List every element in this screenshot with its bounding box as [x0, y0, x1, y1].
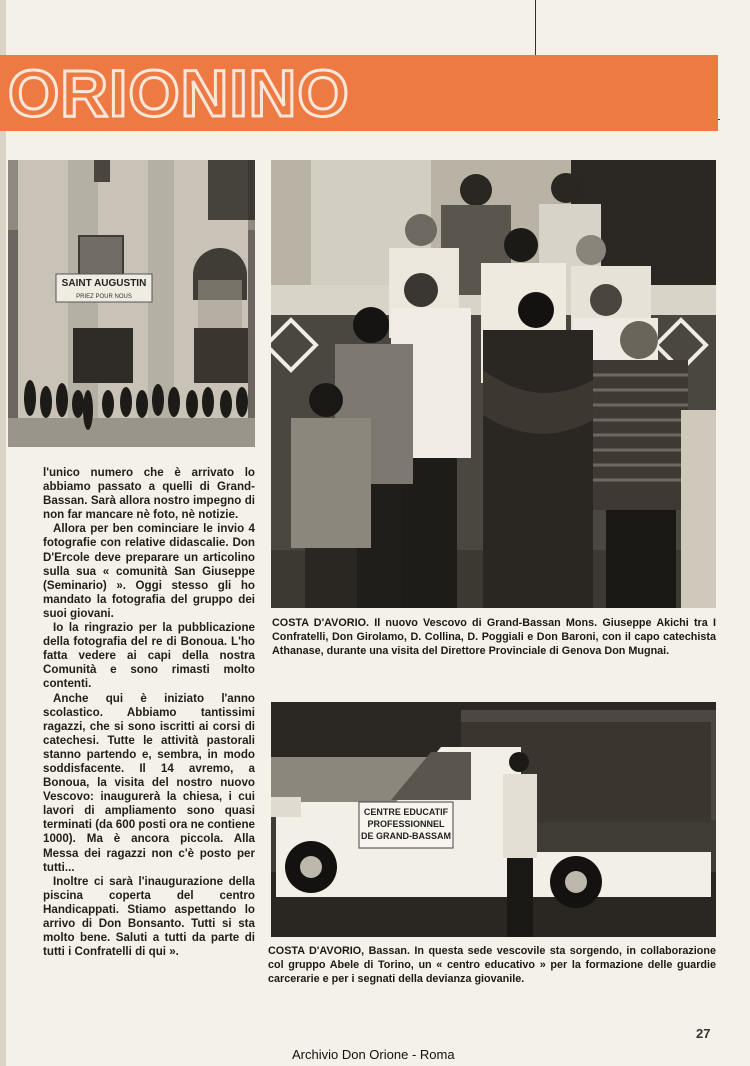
page-title: ORIONINO [8, 56, 350, 130]
header-banner [0, 55, 718, 131]
truck-door-text: CENTRE EDUCATIF [363, 807, 449, 817]
church-photo [8, 160, 255, 447]
truck-door-text: DE GRAND-BASSAM [361, 831, 451, 841]
page-edge [0, 0, 6, 1066]
church-sign-text: PRIEZ POUR NOUS [76, 294, 132, 300]
truck-door-text: PROFESSIONNEL [367, 819, 445, 829]
archive-credit: Archivio Don Orione - Roma [292, 1047, 455, 1062]
article-paragraph: Io la ringrazio per la pubblicazione della fotografia del re di Bonoua. L'ho fatta vedere ai capi della nostra Comunità e sono rimasti molto contenti. [43, 621, 255, 691]
group-photo [271, 160, 716, 608]
article-paragraph: Inoltre ci sarà l'inaugurazione della piscina coperta del centro Handicappati. Stiamo aspettando lo arrivo di Don Bonsanto. Tutti si sta molto bene. Saluti a tutti da parte di tutti i Confratelli di qui ». [43, 874, 255, 959]
truck-photo [271, 702, 716, 937]
group-photo-caption: COSTA D'AVORIO. Il nuovo Vescovo di Grand-Bassan Mons. Giuseppe Akichi tra I Confratelli, Don Girolamo, D. Collina, D. Poggiali e Don Baroni, con il capo catechista Athanase, durante una visita del Direttore Provinciale di Genova Don Mugnai. [272, 617, 716, 657]
article-paragraph: Allora per ben cominciare le invio 4 fotografie con relative didascalie. Don D'Ercole deve preparare un articolino sulla sua « comunità San Giuseppe (Seminario) ». Oggi stesso gli ho mandato la fotografia del gruppo dei suoi giovani. [43, 522, 255, 620]
truck-photo-caption: COSTA D'AVORIO, Bassan. In questa sede vescovile sta sorgendo, in collaborazione col gruppo Abele di Torino, un « centro educativo » per la formazione delle guardie carcerarie e per i segnati della devianza giovanile. [268, 945, 716, 985]
church-sign-text: SAINT AUGUSTIN [61, 278, 147, 289]
article-paragraph: Anche qui è iniziato l'anno scolastico. Abbiamo tantissimi ragazzi, che si sono iscritti ai corsi di catechesi. Tutte le attività pastorali stanno partendo e, sembra, in modo soddisfacente. Il 14 avremo, a Bonoua, la visita del nostro nuovo Vescovo: inaugurerà la chiesa, i cui lavori di ampliamento sono quasi terminati (da 600 posti ora ne contiene 1000). Ma è ancora piccola. Alla Messa dei ragazzi non c'è posto per tutti... [43, 691, 255, 874]
page-number: 27 [696, 1026, 711, 1041]
article-body [43, 466, 255, 959]
article-paragraph: l'unico numero che è arrivato lo abbiamo passato a quelli di Grand-Bassan. Sarà allora nostro impegno di non far mancare nè foto, nè notizie. [43, 466, 255, 522]
